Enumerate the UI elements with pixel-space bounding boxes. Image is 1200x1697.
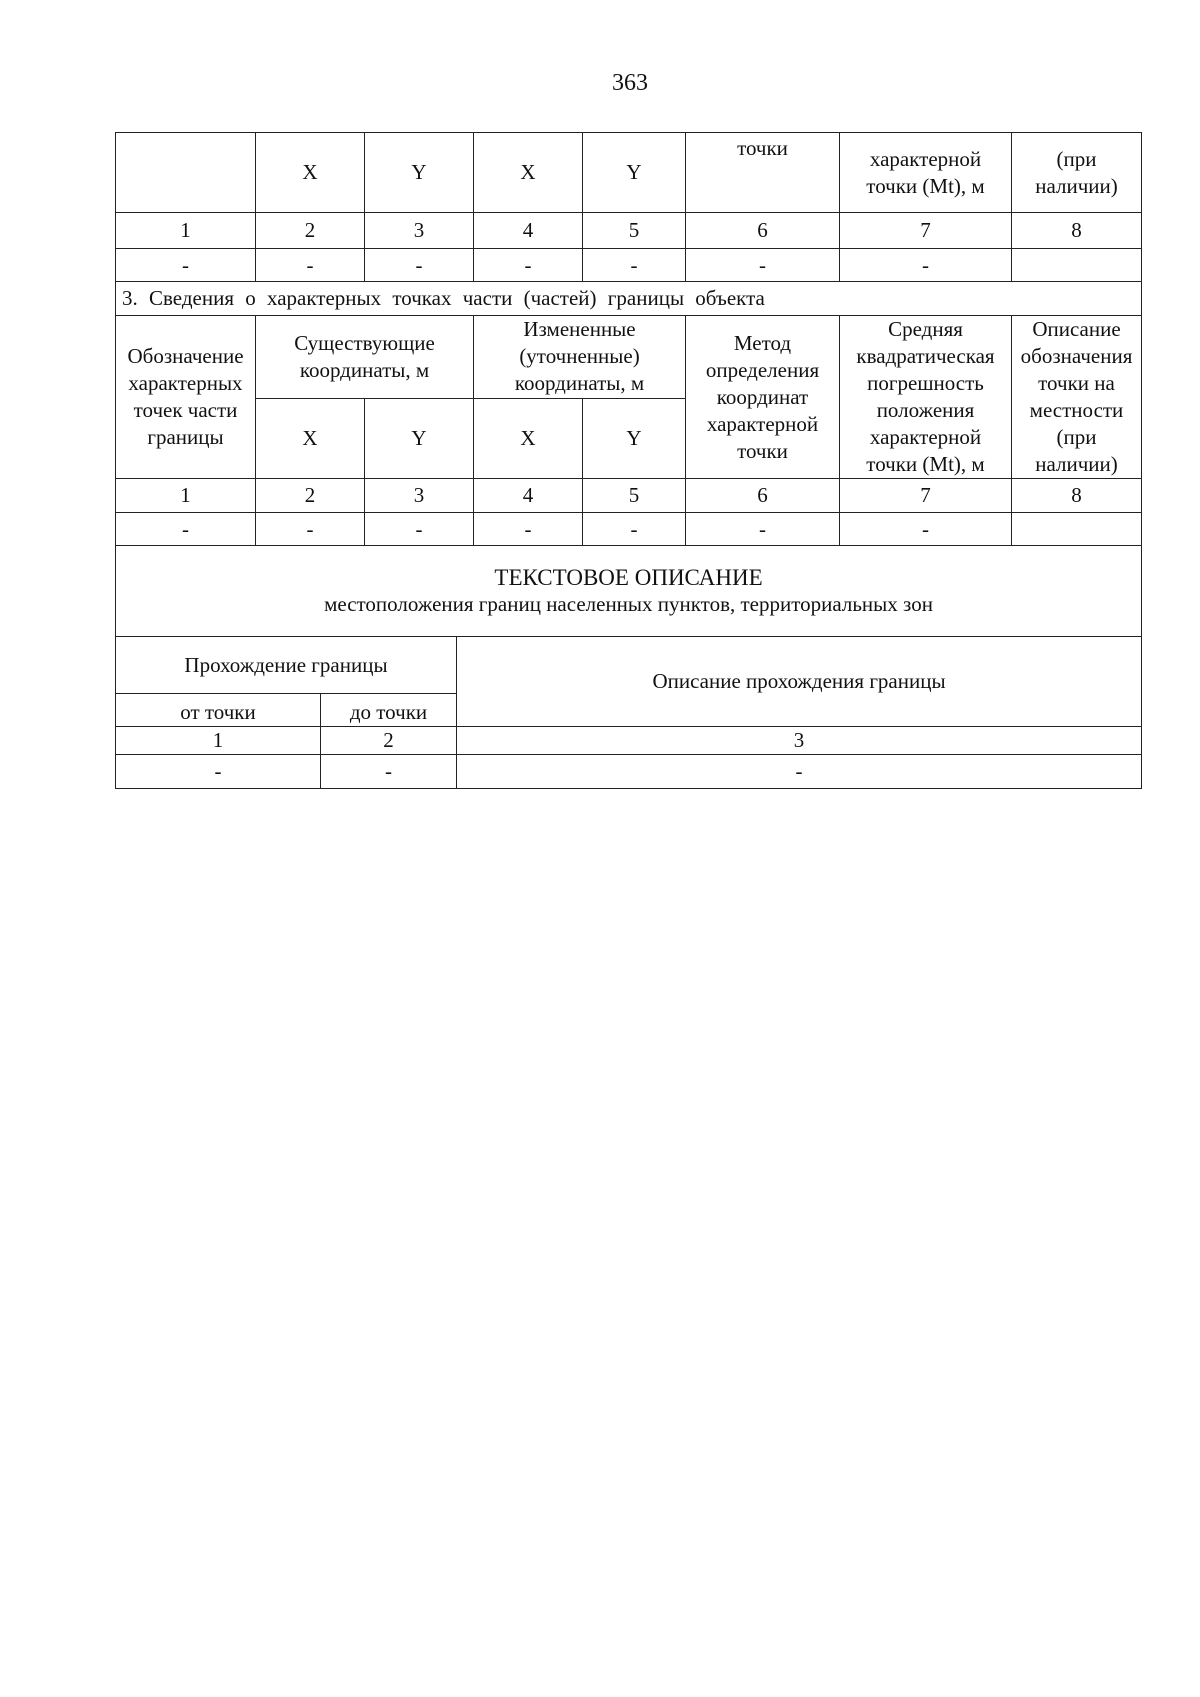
header-cell-error-cont: [840, 133, 1012, 213]
error-line: точки (Mt), м: [866, 452, 985, 476]
col-number: 1: [116, 479, 256, 513]
error-line: Средняя: [888, 317, 963, 341]
method-line: характерной: [706, 411, 819, 436]
existing-line: Существующие: [294, 330, 435, 355]
col-number: 1: [116, 213, 256, 249]
col-number: 4: [474, 213, 583, 249]
table-cell: [1012, 513, 1142, 546]
col-number: 8: [1012, 479, 1142, 513]
method-line: определения: [705, 357, 820, 382]
table-cell: [1012, 249, 1142, 282]
table-cell: -: [116, 755, 321, 789]
col-number: 4: [474, 479, 583, 513]
passage-header: Прохождение границы: [116, 637, 457, 694]
col-number: 3: [365, 479, 474, 513]
table-cell: -: [686, 249, 840, 282]
header-method: [686, 316, 840, 479]
passage-header-row: [116, 637, 1142, 694]
table-row: [116, 755, 1142, 789]
header-row-main: [116, 316, 1142, 399]
description-cont-line1: (при: [1056, 146, 1097, 171]
error-line: квадратическая: [856, 344, 995, 368]
continued-header-row: [116, 133, 1142, 213]
table-cell: -: [365, 249, 474, 282]
column-number-row: [116, 727, 1142, 755]
description-cont-line2: наличии): [1035, 173, 1118, 198]
header-cell-x-changed: X: [474, 133, 583, 213]
description-line: (при: [1056, 425, 1097, 449]
header-error: [840, 316, 1012, 479]
from-point-header: от точки: [116, 694, 321, 727]
col-number: 7: [840, 479, 1012, 513]
table-cell: -: [583, 513, 686, 546]
table-cell: -: [840, 513, 1012, 546]
error-line: характерной: [869, 425, 982, 449]
header-cell-designation-cont: [116, 133, 256, 213]
error-line: положения: [876, 398, 975, 422]
designation-line: границы: [147, 425, 224, 449]
col-number: 2: [321, 727, 457, 755]
description-line: Описание: [1032, 317, 1121, 341]
changed-line: Измененные: [523, 317, 636, 342]
table-cell: -: [256, 513, 365, 546]
description-line: наличии): [1035, 452, 1118, 476]
page-number: 363: [612, 70, 648, 96]
header-existing-coordinates: [256, 316, 474, 399]
col-number: 1: [116, 727, 321, 755]
text-description-subtitle: местоположения границ населенных пунктов, территориальных зон: [324, 592, 933, 616]
text-description-title: ТЕКСТОВОЕ ОПИСАНИЕ: [494, 565, 763, 590]
error-cont-line2: точки (Mt), м: [866, 173, 985, 198]
description-line: обозначения: [1020, 344, 1133, 368]
column-number-row: [116, 213, 1142, 249]
col-number: 5: [583, 213, 686, 249]
table-cell: -: [840, 249, 1012, 282]
col-number: 8: [1012, 213, 1142, 249]
text-description-title-row: [116, 546, 1142, 637]
column-number-row: [116, 479, 1142, 513]
table-cell: -: [321, 755, 457, 789]
header-cell-description-cont: [1012, 133, 1142, 213]
method-line: Метод: [733, 330, 792, 355]
header-y-existing: Y: [365, 398, 474, 479]
passage-description-header: Описание прохождения границы: [457, 637, 1142, 727]
header-cell-method-cont: точки: [686, 133, 840, 213]
text-description-title-cell: [116, 546, 1142, 637]
designation-line: Обозначение: [127, 344, 244, 368]
table-row: [116, 513, 1142, 546]
table-cell: -: [116, 513, 256, 546]
col-number: 7: [840, 213, 1012, 249]
table-cell: -: [474, 249, 583, 282]
boundary-points-table: [115, 132, 1142, 546]
table-cell: -: [457, 755, 1142, 789]
designation-line: точек части: [133, 398, 238, 422]
description-line: местности: [1029, 398, 1124, 422]
table-cell: -: [256, 249, 365, 282]
col-number: 3: [457, 727, 1142, 755]
section-title-row: [116, 282, 1142, 316]
col-number: 5: [583, 479, 686, 513]
error-cont-line1: характерной: [869, 146, 982, 171]
to-point-header: до точки: [321, 694, 457, 727]
header-cell-y-changed: Y: [583, 133, 686, 213]
description-line: точки на: [1038, 371, 1115, 395]
table-cell: -: [686, 513, 840, 546]
table-row: [116, 249, 1142, 282]
table-cell: -: [474, 513, 583, 546]
changed-line: (уточненные): [519, 344, 640, 369]
col-number: 6: [686, 213, 840, 249]
error-line: погрешность: [867, 371, 984, 395]
header-cell-y-existing: Y: [365, 133, 474, 213]
method-line: точки: [737, 438, 788, 463]
header-x-changed: X: [474, 398, 583, 479]
header-description: [1012, 316, 1142, 479]
existing-line: координаты, м: [299, 357, 430, 382]
table-cell: -: [365, 513, 474, 546]
table-cell: -: [583, 249, 686, 282]
header-cell-x-existing: X: [256, 133, 365, 213]
header-changed-coordinates: [474, 316, 686, 399]
header-y-changed: Y: [583, 398, 686, 479]
col-number: 3: [365, 213, 474, 249]
text-description-table: [115, 545, 1142, 789]
method-line: координат: [716, 384, 809, 409]
header-x-existing: X: [256, 398, 365, 479]
table-cell: -: [116, 249, 256, 282]
header-designation: [116, 316, 256, 479]
designation-line: характерных: [128, 371, 243, 395]
col-number: 6: [686, 479, 840, 513]
changed-line: координаты, м: [514, 371, 645, 396]
col-number: 2: [256, 213, 365, 249]
col-number: 2: [256, 479, 365, 513]
section-3-title: 3. Сведения о характерных точках части (частей) границы объекта: [116, 282, 1142, 316]
